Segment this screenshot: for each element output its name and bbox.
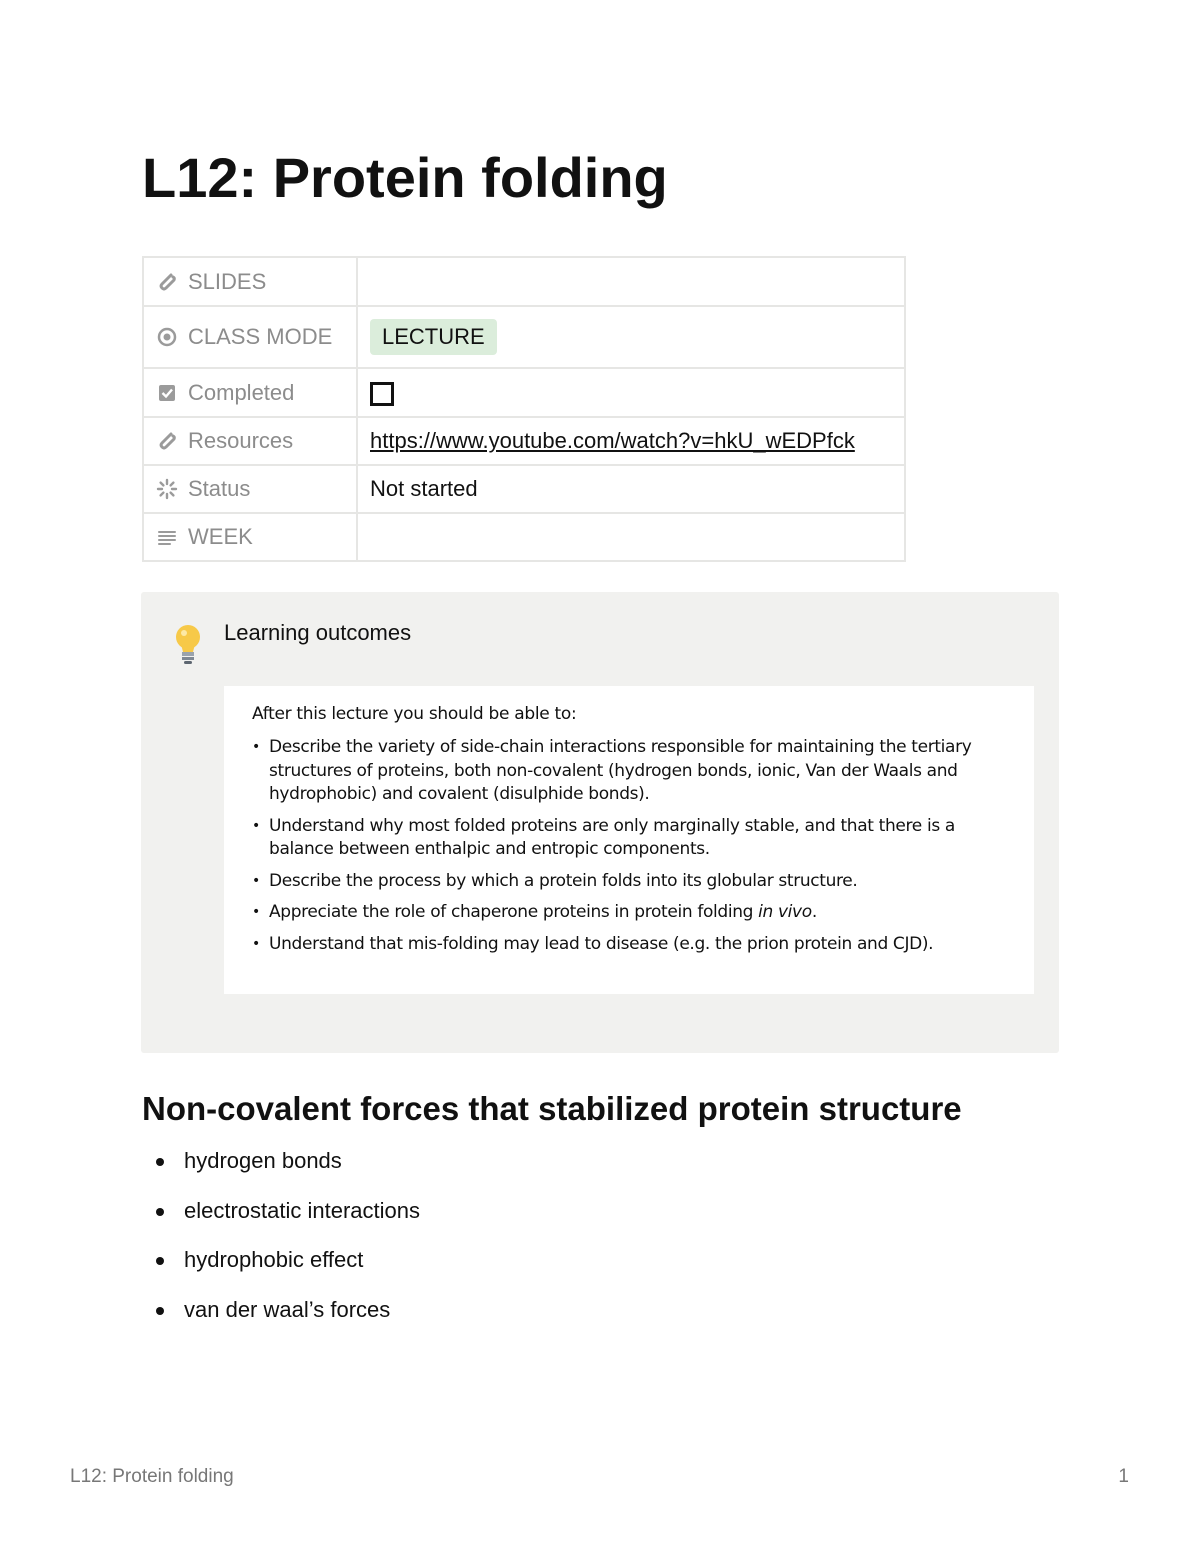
page-title: L12: Protein folding — [142, 146, 668, 209]
property-row-slides — [143, 257, 905, 306]
select-icon — [156, 326, 178, 348]
property-row-week — [143, 513, 905, 561]
italic-term: in vivo — [758, 902, 812, 922]
resources-link[interactable]: https://www.youtube.com/watch?v=hkU_wEDPfck — [370, 428, 855, 453]
property-label-status: Status — [188, 476, 251, 501]
properties-table — [142, 256, 906, 562]
lightbulb-icon — [171, 622, 205, 666]
property-label-week: WEEK — [188, 524, 253, 549]
property-value-status[interactable]: Not started — [357, 465, 905, 513]
forces-list — [142, 1144, 420, 1342]
property-row-completed — [143, 368, 905, 417]
list-item: • Understand that mis-folding may lead to disease (e.g. the prion protein and CJD). — [252, 933, 1022, 957]
class-mode-tag[interactable]: LECTURE — [370, 319, 497, 355]
section-heading: Non-covalent forces that stabilized protein structure — [142, 1090, 962, 1127]
list-item: van der waal’s forces — [142, 1293, 420, 1343]
list-item-end: . — [811, 902, 817, 922]
text-lines-icon — [156, 526, 178, 548]
property-row-status — [143, 465, 905, 513]
list-item: • Describe the process by which a protein folds into its globular structure. — [252, 870, 1022, 894]
property-label-slides: SLIDES — [188, 268, 267, 294]
learning-outcomes-callout — [141, 592, 1059, 1053]
list-item: electrostatic interactions — [142, 1194, 420, 1244]
list-item — [252, 901, 1022, 925]
list-item: • Describe the variety of side-chain interactions responsible for maintaining the tertiary structures of proteins, both non-covalent (hydrogen bonds, ionic, Van der Waals and hydrophobic) and covalent (disulphide bonds). — [252, 736, 1022, 807]
property-value-week[interactable] — [357, 513, 905, 561]
property-row-resources — [143, 417, 905, 465]
list-item: hydrogen bonds — [142, 1144, 420, 1194]
checkbox-icon — [156, 382, 178, 404]
completed-checkbox[interactable] — [370, 382, 394, 406]
page-number: 1 — [1118, 1466, 1129, 1487]
footer-title: L12: Protein folding — [70, 1466, 234, 1487]
property-value-slides[interactable] — [357, 257, 905, 306]
property-label-class-mode: CLASS MODE — [188, 324, 333, 349]
list-item: • Understand why most folded proteins are only marginally stable, and that there is a balance between enthalpic and entropic components. — [252, 815, 1022, 862]
outcomes-list — [252, 736, 1022, 964]
callout-title: Learning outcomes — [224, 620, 412, 645]
property-label-resources: Resources — [188, 428, 294, 453]
list-item-text: Appreciate the role of chaperone proteins in protein folding — [269, 902, 754, 922]
property-label-completed: Completed — [188, 379, 295, 405]
property-row-class-mode — [143, 306, 905, 368]
outcomes-image-box — [224, 686, 1034, 994]
attachment-icon — [156, 430, 178, 452]
status-spinner-icon — [156, 478, 178, 500]
outcomes-intro: After this lecture you should be able to: — [252, 704, 577, 724]
list-item: hydrophobic effect — [142, 1243, 420, 1293]
attachment-icon — [156, 271, 178, 293]
